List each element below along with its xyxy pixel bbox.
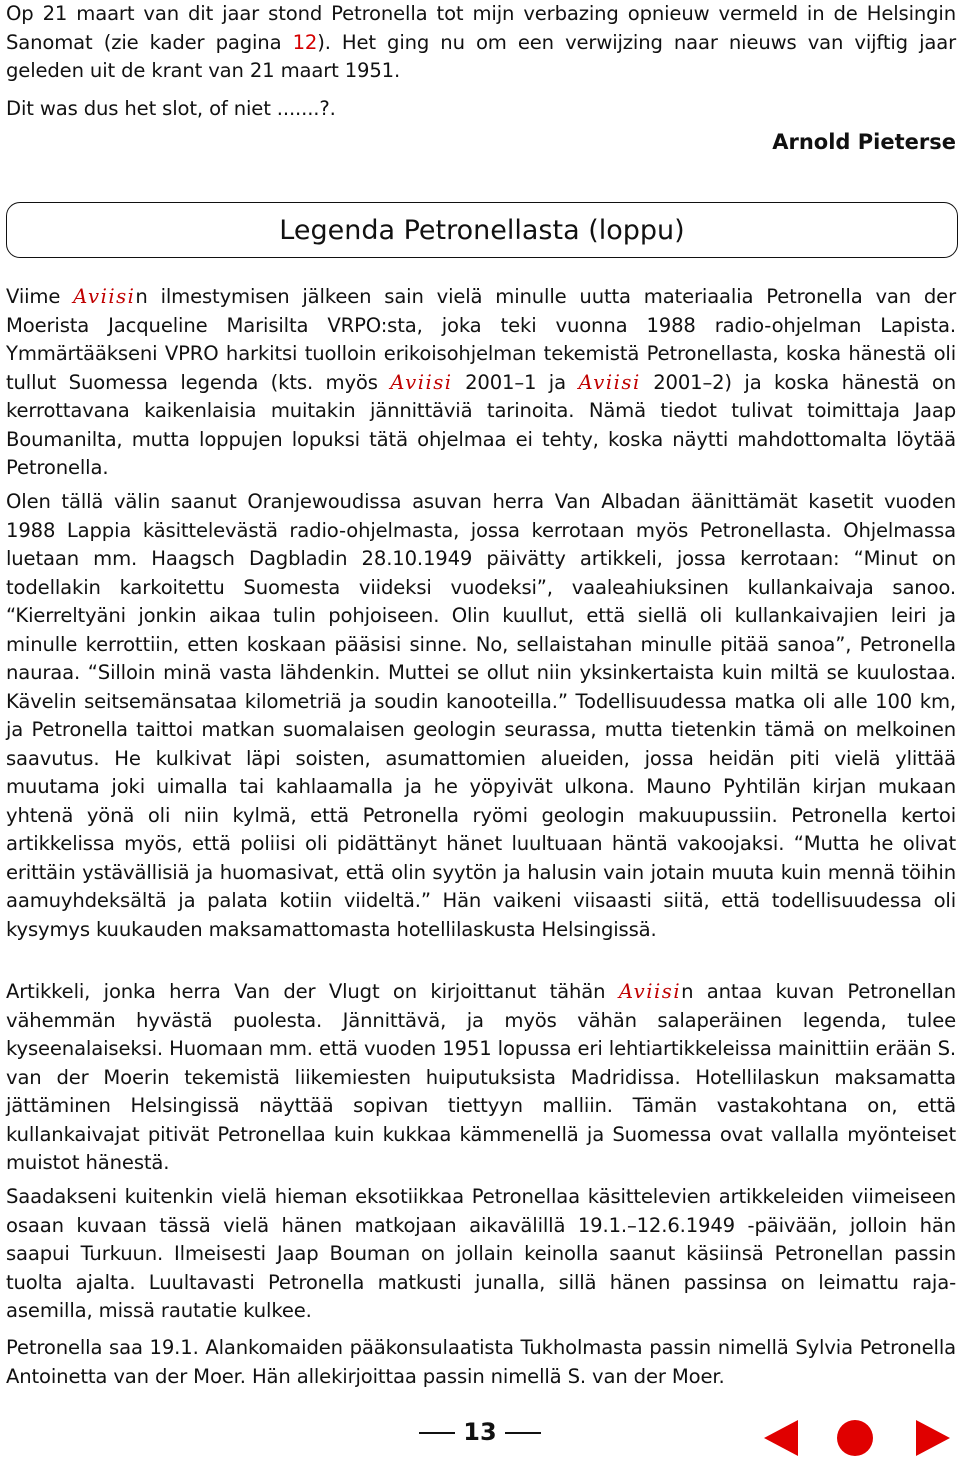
p1-text-d: 2001–2) ja koska hänestä on kerrottavana kaikenlaisia muitakin jännittäviä tarinoita. Nämä tiedot tulivat toimittaja Jaap Boumanilta, mutta loppujen lopuksi tätä ohjelmaa ei tehty, koska näytti mahdottomalta löytää Petronella. xyxy=(6,370,956,479)
intro-text: Op 21 maart van dit jaar stond Petronella tot mijn verbazing opnieuw vermeld in de Helsingin Sanomat (zie kader pagina xyxy=(6,2,956,54)
aviisi-logo: Aviisi xyxy=(73,285,136,308)
next-page-icon[interactable] xyxy=(916,1420,950,1456)
p1-text-a: Viime xyxy=(6,285,74,308)
article-title-box xyxy=(6,202,958,258)
p1-text-b: n ilmestymisen jälkeen sain vielä minulle uutta materiaalia Petronella van der Moerista Jacqueline Marisilta VRPO:sta, joka teki vuonna 1988 radio-ohjelman Lapista. Ymmärtääkseni VPRO harkitsi tuolloin erikoisohjelman tekemistä Petronellasta, koska hänestä oli tullut Suomessa legenda (kts. myös xyxy=(6,285,956,394)
page-number-text: 13 xyxy=(463,1418,497,1446)
intro-paragraph xyxy=(6,0,956,86)
paragraph-2: Olen tällä välin saanut Oranjewoudissa asuvan herra Van Albadan äänittämät kasetit vuoden 1988 Lappia käsittelevästä radio-ohjelmasta, jossa kerrotaan myös Petronellasta. Ohjelmassa luetaan mm. Haagsch Dagbladin 28.10.1949 päivätty artikkeli, jossa kerrotaan: “Minut on todellakin karkoitettu Suomesta viideksi vuodeksi”, vaaleahiuksinen kullankaivaja sanoo. “Kierreltyäni jonkin aikaa tulin pohjoiseen. Olin kuullut, että siellä oli kullankaivajien leiri ja minulle kerrottiin, etten koskaan pääsisi sinne. No, sellaistahan minulle pitää sanoa”, Petronella nauraa. “Silloin minä vasta lähdenkin. Muttei se ollut niin yksinkertaista kuin miltä se kuulostaa. Kävelin seitsemänsataa kilometriä ja soudin kanooteilla.” Todellisuudessa matka oli alle 100 km, ja Petronella taittoi matkan suomalaisen geologin seurassa, mutta tietenkin tämä on melkoinen saavutus. He kulkivat läpi soisten, asumattomien alueiden, jossa heidän piti vielä ylittää muutama joki uimalla tai kahlaamalla ja he yöpyivät ulkona. Mauno Pyhtilän kirjan mukaan yhtenä yönä oli niin kylmä, että Petronella ryömi geologin makuupussiin. Petronella kertoi artikkelissa myös, että poliisi oli pidättänyt hänet luultuaan häntä vakoojaksi. “Mutta he olivat erittäin ystävällisiä ja huomasivat, että olin syytön ja halusin vain jotain muuta kuin mennä töihin aamuyhdeksältä ja palata kotiin viideltä.” Hän vaikeni viisaasti siitä, että todellisuudessa oli kysymys kuukauden maksamattomasta hotellilaskusta Helsingissä. xyxy=(6,490,956,941)
paragraph-3 xyxy=(6,978,956,1178)
intro-text-cont: ). Het ging nu om een verwijzing naar nieuws van vijftig jaar geleden uit de krant van 21 maart 1951. xyxy=(6,30,956,82)
aviisi-logo: Aviisi xyxy=(578,370,641,394)
paragraph-4: Saadakseni kuitenkin vielä hieman eksotiikkaa Petronellaa käsittelevien artikkeleiden viimeiseen osaan kuvaan tässä vielä hänen matkojaan aikavälillä 19.1.–12.6.1949 -päivään, jolloin hän saapui Turkuun. Ilmeisesti Jaap Bouman on jollain keinolla saanut käsiinsä Petronellan passin tuolta ajalta. Luultavasti Petronella matkusti junalla, sillä hänen passinsa on leimattu raja-asemilla, missä rautatie kulkee. xyxy=(6,1185,956,1322)
paragraph-5: Petronella saa 19.1. Alankomaiden pääkonsulaatista Tukholmasta passin nimellä Sylvia Petronella Antoinetta van der Moer. Hän allekirjoittaa passin nimellä S. van der Moer. xyxy=(6,1336,956,1388)
dash-left xyxy=(419,1432,455,1434)
dash-right xyxy=(505,1432,541,1434)
paragraph-1 xyxy=(6,283,956,483)
page-navigation xyxy=(760,1416,956,1460)
aviisi-logo: Aviisi xyxy=(618,980,682,1003)
p3-text-a: Artikkeli, jonka herra Van der Vlugt on kirjoittanut tähän xyxy=(6,980,619,1003)
intro-question: Dit was dus het slot, of niet .......?. xyxy=(6,97,336,120)
prev-page-icon[interactable] xyxy=(764,1420,798,1456)
page-reference-link[interactable]: 12 xyxy=(292,30,318,54)
p1-text-c: 2001–1 ja xyxy=(452,370,579,394)
aviisi-logo: Aviisi xyxy=(390,370,453,394)
article-author: Arnold Pieterse xyxy=(772,130,956,154)
p3-text-b: n antaa kuvan Petronellan vähemmän hyvästä puolesta. Jännittävä, ja myös vähän salaperäinen legenda, tulee kyseenalaiseksi. Huomaan mm. että vuoden 1951 lopussa eri lehtiartikkeleissa mainittiin erään S. van der Moerin tekemistä liikemiesten huiputuksista Madridissa. Hotellilaskun maksamatta jättäminen Helsingissä näyttää sopivan tiettyyn malliin. Tämän vastakohtana on, että kullankaivajat pitivät Petronellaa kuin kukkaa kämmenellä ja Suomessa ovat vallalla myönteiset muistot hänestä. xyxy=(6,980,956,1174)
home-icon[interactable] xyxy=(837,1420,873,1456)
article-title: Legenda Petronellasta (loppu) xyxy=(279,214,685,246)
